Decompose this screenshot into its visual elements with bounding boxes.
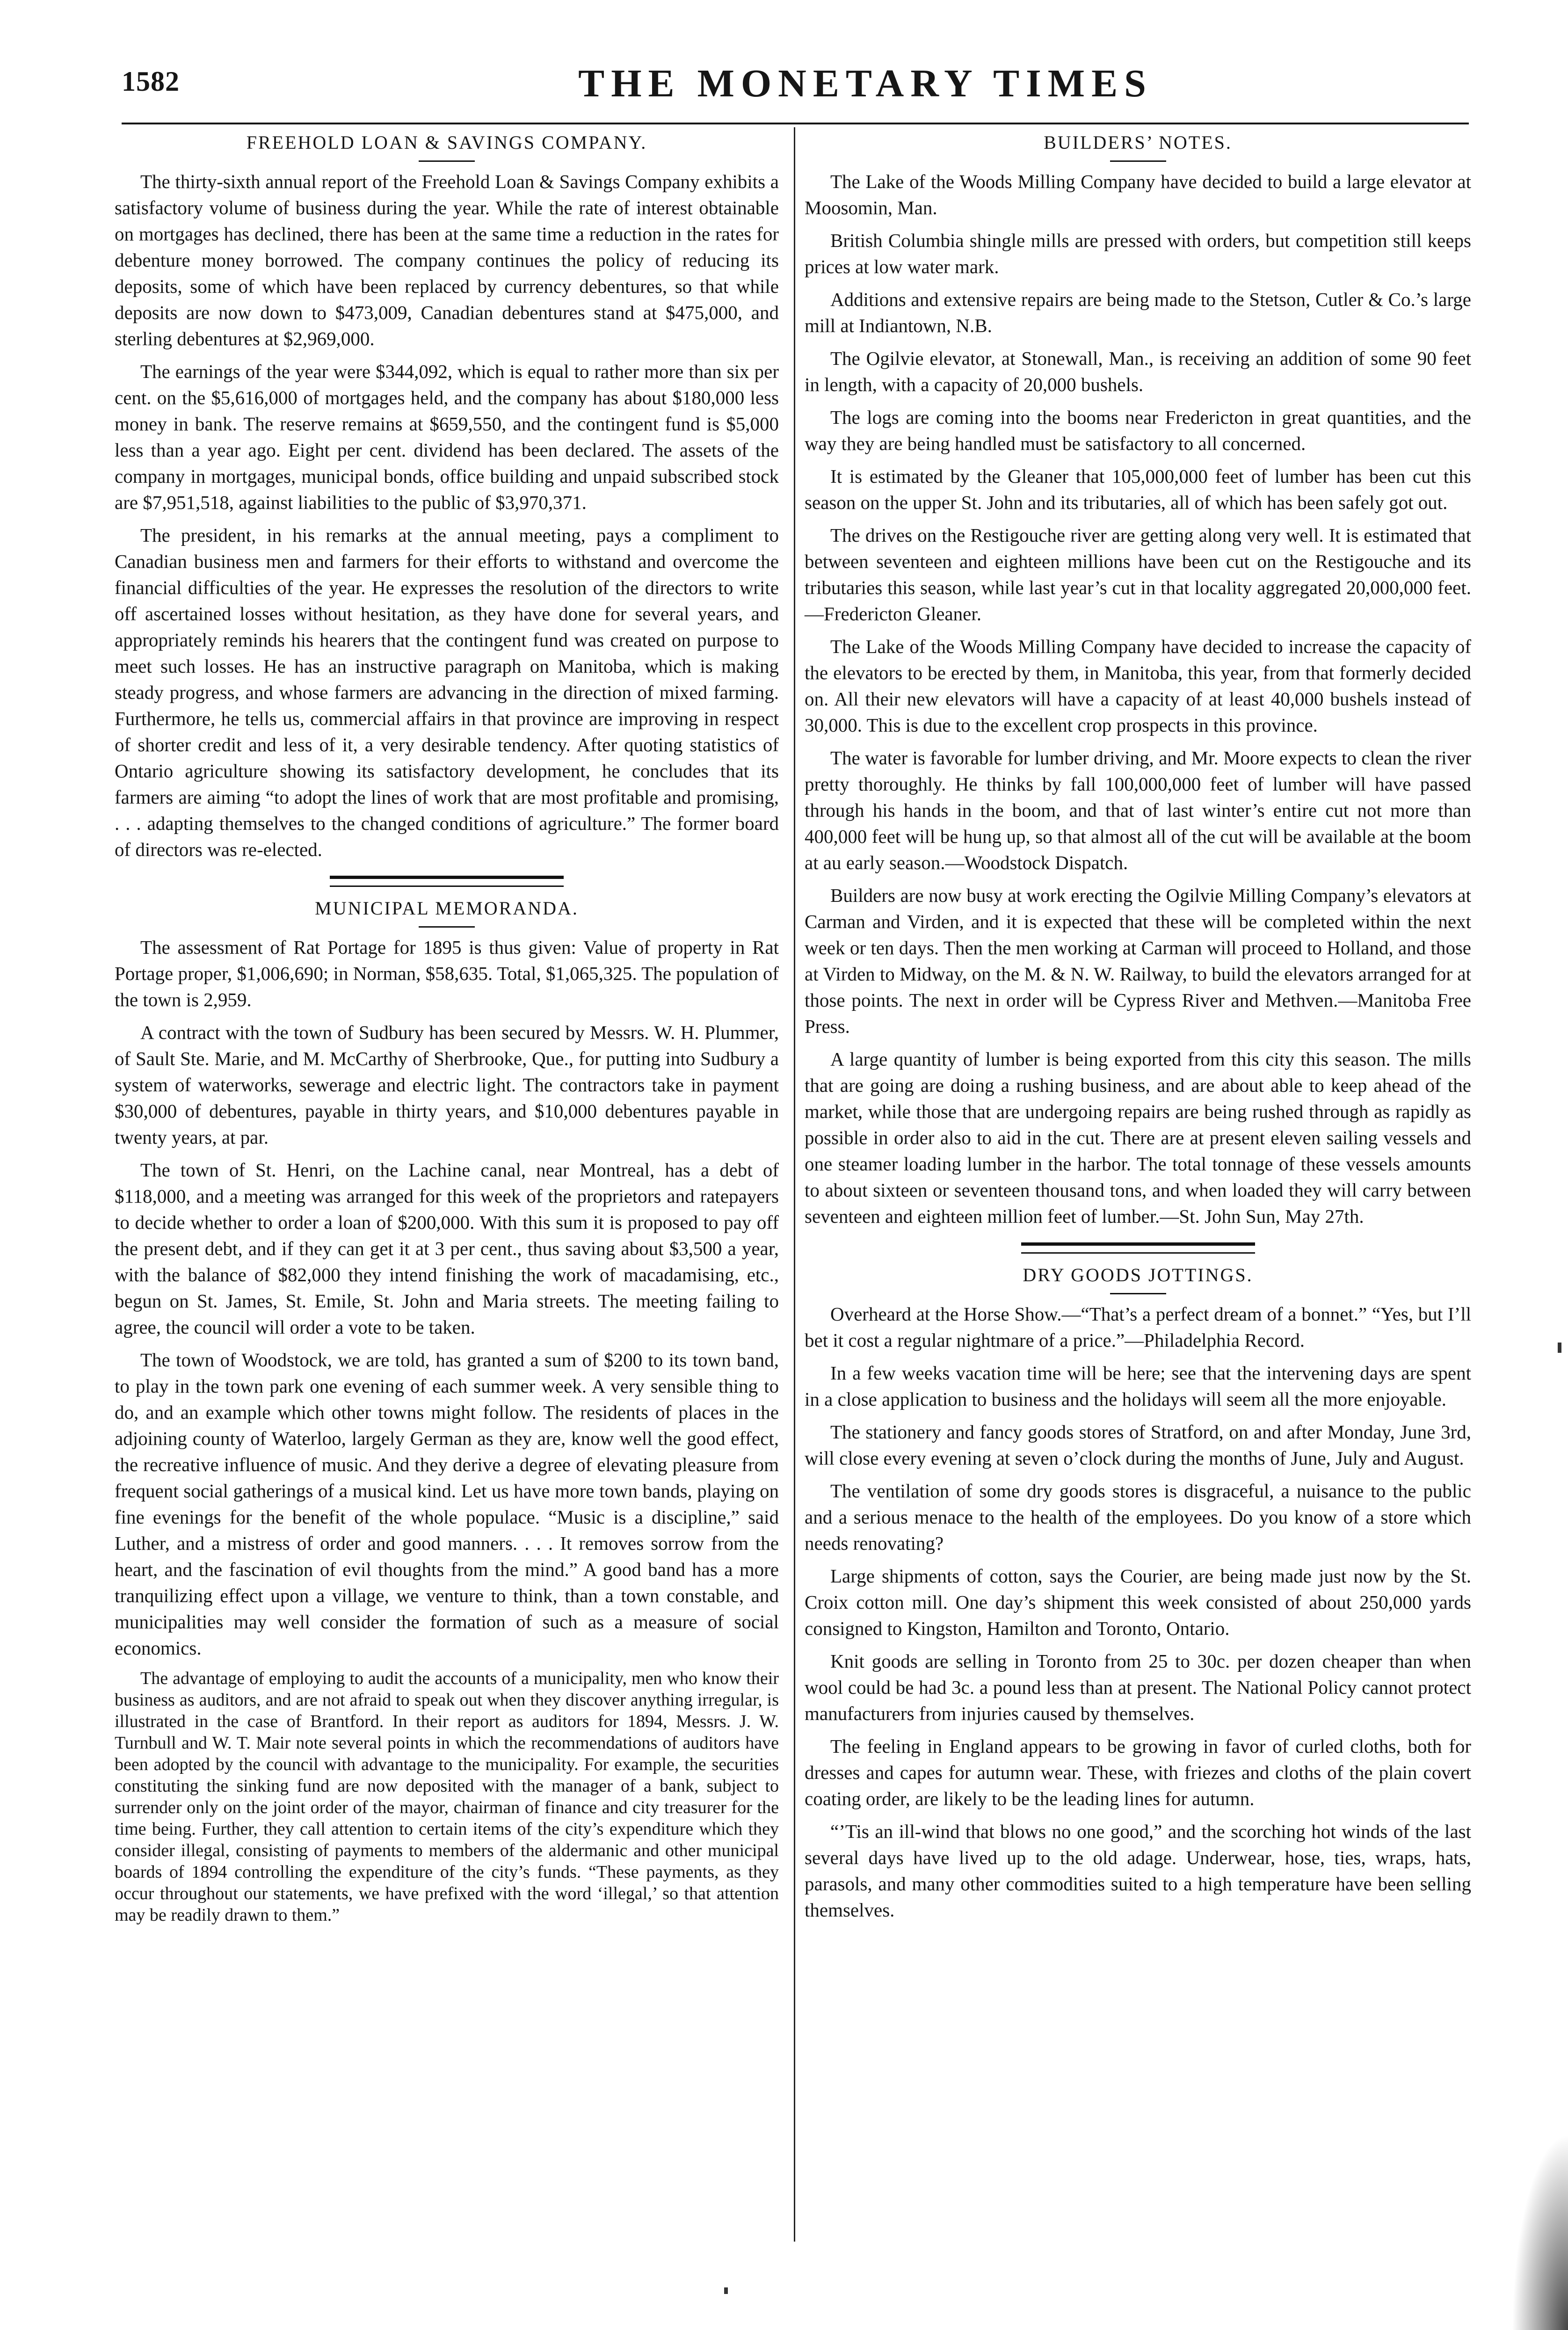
article-paragraph: The advantage of employing to audit the accounts of a municipality, men who know their business as auditors, and are not afraid to speak out when they discover anything irregular, is illustrated in the case of Brantford. In their report as auditors for 1894, Messrs. J. W. Turnbull and W. T. Mair note several points in which the recommendations of auditors have been adopted by the council with advantage to the municipality. For example, the securities constituting the sinking fund are now deposited with the manager of a bank, subject to surrender only on the joint order of the mayor, chairman of finance and city treasurer for the time being. Further, they call attention to certain items of the city’s expenditure which they consider illegal, consisting of payments to members of the aldermanic and other municipal boards of 1894 controlling the expenditure of the city’s funds. “These payments, as they occur throughout our statements, we have prefixed with the word ‘illegal,’ so that attention may be readily drawn to them.” <box>115 1669 779 1925</box>
freehold-article <box>115 130 779 863</box>
news-item: Overheard at the Horse Show.—“That’s a perfect dream of a bonnet.” “Yes, but I’ll bet it cost a regular nightmare of a price.”—Philadelphia Record. <box>805 1303 1471 1351</box>
title-rule <box>1110 1293 1166 1294</box>
news-item: The stationery and fancy goods stores of Stratford, on and after Monday, June 3rd, will close every evening at seven o’clock during the months of June, July and August. <box>805 1421 1471 1469</box>
section-divider <box>330 876 564 887</box>
news-item: The Lake of the Woods Milling Company have decided to increase the capacity of the elevators to be erected by them, in Manitoba, this year, from that formerly decided on. All their new elevators will have a capacity of at least 40,000 bushels instead of 30,000. This is due to the excellent crop prospects in this province. <box>805 636 1471 736</box>
title-rule <box>419 926 475 928</box>
news-item: Knit goods are selling in Toronto from 25 to 30c. per dozen cheaper than when wool could be had 3c. a pound less than at present. The National Policy cannot protect manufacturers from injuries caused by themselves. <box>805 1650 1471 1724</box>
dry-goods-jottings <box>805 1262 1471 1923</box>
municipal-article <box>115 895 779 1926</box>
left-column <box>115 129 779 1932</box>
news-item: The ventilation of some dry goods stores is disgraceful, a nuisance to the public and a serious menace to the health of the employees. Do you know of a store which needs renovating? <box>805 1480 1471 1554</box>
news-item: The Lake of the Woods Milling Company have decided to build a large elevator at Moosomin, Man. <box>805 171 1471 218</box>
dry-goods-title: DRY GOODS JOTTINGS. <box>1023 1264 1253 1285</box>
municipal-title: MUNICIPAL MEMORANDA. <box>315 898 579 919</box>
news-item: Builders are now busy at work erecting the Ogilvie Milling Company’s elevators at Carman and Virden, and it is expected that these will be completed within the next week or ten days. Then the men working at Carman will proceed to Holland, and those at Virden to Midway, on the M. & N. W. Railway, to build the elevators arranged for at those points. The next in order will be Cypress River and Methven.—Manitoba Free Press. <box>805 885 1471 1037</box>
title-rule <box>1110 160 1166 162</box>
news-item: British Columbia shingle mills are pressed with orders, but competition still keeps prices at low water mark. <box>805 230 1471 277</box>
article-paragraph: The town of Woodstock, we are told, has granted a sum of $200 to its town band, to play in the town park one evening of each summer week. A very sensible thing to do, and an example which other towns might follow. The residents of places in the adjoining county of Waterloo, largely German as they are, know well the good effect, the recreative influence of music. And they derive a degree of elevating pleasure from frequent social gatherings of a musical kind. Let us have more town bands, playing on fine evenings for the benefit of the whole populace. “Music is a discipline,” said Luther, and a mistress of order and good manners. . . . It removes sorrow from the heart, and the fascination of evil thoughts from the mind.” A good band has a more tranquilizing effect upon a village, we venture to think, than a town constable, and municipalities may well consider the formation of such as a measure of social economics. <box>115 1349 779 1659</box>
news-item: The Ogilvie elevator, at Stonewall, Man., is receiving an addition of some 90 feet in length, with a capacity of 20,000 bushels. <box>805 348 1471 395</box>
article-paragraph: The thirty-sixth annual report of the Freehold Loan & Savings Company exhibits a satisfactory volume of business during the year. While the rate of interest obtainable on mortgages has declined, there has been at the same time a reduction in the rates for debenture money borrowed. The company continues the policy of reducing its deposits, some of which have been replaced by currency debentures, so that while deposits are now down to $473,009, Canadian debentures stand at $475,000, and sterling debentures at $2,969,000. <box>115 171 779 349</box>
column-divider <box>794 127 795 2242</box>
news-item: It is estimated by the Gleaner that 105,000,000 feet of lumber has been cut this season on the upper St. John and its tributaries, all of which has been safely got out. <box>805 465 1471 513</box>
news-item: Additions and extensive repairs are being made to the Stetson, Cutler & Co.’s large mill at Indiantown, N.B. <box>805 289 1471 336</box>
news-item: In a few weeks vacation time will be here; see that the intervening days are spent in a close application to business and the holidays will seem all the more enjoyable. <box>805 1362 1471 1410</box>
scan-edge-smudge <box>1512 2134 1568 2330</box>
builders-title: BUILDERS’ NOTES. <box>1044 132 1232 153</box>
section-divider <box>1021 1242 1255 1254</box>
news-item: Large shipments of cotton, says the Courier, are being made just now by the St. Croix cotton mill. One day’s shipment this week consisted of about 250,000 yards consigned to Kingston, Hamilton and Toronto, Ontario. <box>805 1565 1471 1639</box>
news-item: The logs are coming into the booms near Fredericton in great quantities, and the way they are being handled must be satisfactory to all concerned. <box>805 406 1471 454</box>
scan-mark <box>1558 1343 1561 1353</box>
scan-mark <box>724 2287 728 2294</box>
news-item: The water is favorable for lumber driving, and Mr. Moore expects to clean the river pretty thoroughly. He thinks by fall 100,000,000 feet of lumber will have passed through his hands in the boom, and that of last winter’s entire cut not more than 400,000 feet will be hung up, so that almost all of the cut will be available at the boom at au early season.—Woodstock Dispatch. <box>805 747 1471 873</box>
article-paragraph: The earnings of the year were $344,092, which is equal to rather more than six per cent. on the $5,616,000 of mortgages held, and the company has about $180,000 less money in bank. The reserve remains at $659,550, and the contingent fund is $5,000 less than a year ago. Eight per cent. dividend has been declared. The assets of the company in mortgages, municipal bonds, office building and unpaid subscribed stock are $7,951,518, against liabilities to the public of $3,970,371. <box>115 361 779 513</box>
article-paragraph: The assessment of Rat Portage for 1895 is thus given: Value of property in Rat Portage proper, $1,006,690; in Norman, $58,635. Total, $1,065,325. The population of the town is 2,959. <box>115 936 779 1010</box>
masthead-rule <box>122 123 1469 124</box>
news-item: “’Tis an ill-wind that blows no one good,” and the scorching hot winds of the last several days have lived up to the old adage. Underwear, hose, ties, wraps, hats, parasols, and many other commodities suited to a high temperature have been selling themselves. <box>805 1821 1471 1921</box>
builders-notes <box>805 130 1471 1229</box>
freehold-title: FREEHOLD LOAN & SAVINGS COMPANY. <box>246 132 647 153</box>
news-item: A large quantity of lumber is being exported from this city this season. The mills that are going are doing a rushing business, and are about able to keep ahead of the market, while those that are undergoing repairs are being rushed through as rapidly as possible in order also to aid in the cut. There are at present eleven sailing vessels and one steamer loading lumber in the harbor. The total tonnage of these vessels amounts to about sixteen or seventeen thousand tons, and when loaded they will carry between seventeen and eighteen million feet of lumber.—St. John Sun, May 27th. <box>805 1048 1471 1227</box>
page-number: 1582 <box>122 66 180 97</box>
paper-title: THE MONETARY TIMES <box>578 62 1153 105</box>
news-item: The drives on the Restigouche river are getting along very well. It is estimated that between seventeen and eighteen millions have been cut on the Restigouche and its tributaries this season, while last year’s cut in that locality aggregated 20,000,000 feet.—Fredericton Gleaner. <box>805 524 1471 624</box>
article-paragraph: The president, in his remarks at the annual meeting, pays a compliment to Canadian business men and farmers for their efforts to withstand and overcome the financial difficulties of the year. He expresses the resolution of the directors to write off ascertained losses without hesitation, as they have done for several years, and appropriately reminds his hearers that the contingent fund was created on purpose to meet such losses. He has an instructive paragraph on Manitoba, which is making steady progress, and whose farmers are advancing in the direction of mixed farming. Furthermore, he tells us, commercial affairs in that province are improving in respect of shorter credit and less of it, a very desirable tendency. After quoting statistics of Ontario agriculture showing its satisfactory development, he concludes that its farmers are aiming “to adopt the lines of work that are most profitable and promising, . . . adapting themselves to the changed conditions of agriculture.” The former board of directors was re-elected. <box>115 524 779 860</box>
article-paragraph: The town of St. Henri, on the Lachine canal, near Montreal, has a debt of $118,000, and a meeting was arranged for this week of the proprietors and ratepayers to decide whether to order a loan of $200,000. With this sum it is proposed to pay off the present debt, and if they can get it at 3 per cent., thus saving about $3,500 a year, with the balance of $82,000 they intend finishing the work of macadamising, etc., begun on St. James, St. Emile, St. John and Maria streets. The meeting failing to agree, the council will order a vote to be taken. <box>115 1159 779 1338</box>
title-rule <box>419 160 475 162</box>
news-item: The feeling in England appears to be growing in favor of curled cloths, both for dresses and capes for autumn wear. These, with friezes and cloths of the plain covert coating order, are likely to be the leading lines for autumn. <box>805 1735 1471 1809</box>
masthead <box>122 56 1469 126</box>
right-column <box>805 129 1471 1930</box>
article-paragraph: A contract with the town of Sudbury has been secured by Messrs. W. H. Plummer, of Sault Ste. Marie, and M. McCarthy of Sherbrooke, Que., for putting into Sudbury a system of waterworks, sewerage and electric light. The contractors take in payment $30,000 of debentures, payable in thirty years, and $10,000 debentures payable in twenty years, at par. <box>115 1022 779 1148</box>
